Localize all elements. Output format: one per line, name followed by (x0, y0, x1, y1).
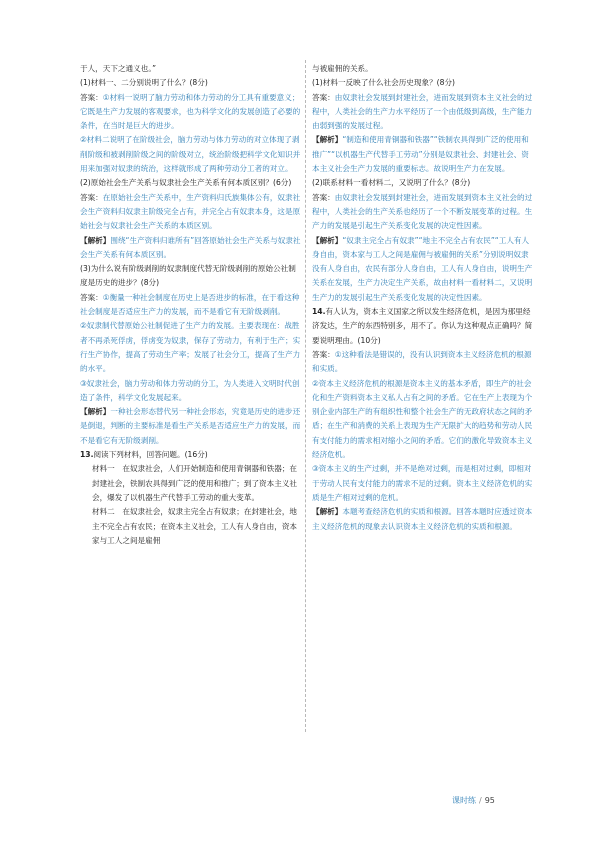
answer-text (312, 91, 534, 134)
answer-label: 答案： (312, 192, 335, 202)
answer-content: ③奴隶社会，脑力劳动和体力劳动的分工，为人类进入文明时代创造了条件，科学文化发展起来。 (80, 378, 300, 402)
answer-text (80, 191, 302, 234)
analysis-content: “制造和使用青铜器和铁器”“铁制农具得到广泛的使用和推广”“以机器生产代替手工劳动”分别是奴隶社会、封建社会、资本主义社会生产力发展的重要标志。故说明生产力在发展。 (312, 135, 529, 174)
footer-separator: / (479, 796, 482, 805)
answer-label: 答案： (312, 92, 335, 102)
answer-content: ②奴隶制代替原始公社制促进了生产力的发展。主要表现在：战胜者不再杀死俘虏，俘虏变为奴隶，保存了劳动力，有利于生产；实行生产协作，提高了劳动生产率；发展了社会分工，提高了生产力的水平。 (80, 321, 301, 374)
answer-content: ②材料二说明了在阶级社会，脑力劳动与体力劳动的对立体现了剥削阶级和被剥削阶级之间的阶级对立，统治阶级把科学文化知识并用来加强对奴隶的统治，这样就形成了两种劳动分工者的对立。 (80, 135, 301, 174)
question-heading (80, 448, 302, 462)
analysis-tag: 【解析】 (312, 507, 343, 517)
answer-label: 答案： (80, 92, 103, 102)
question-text-content: (2)联系材料一看材料二，又说明了什么？(8分) (312, 178, 471, 188)
analysis-content: 一种社会形态替代另一种社会形态，究竟是历史的进步还是倒退，判断的主要标准是看生产关系是否适应生产力的发展，而不是看它有无阶级剥削。 (80, 407, 301, 445)
question-text-content: 有人认为，资本主义国家之所以发生经济危机，是因为那里经济发达，生产的东西特别多，用不了。你认为这种观点正确吗？简要说明理由。(10分) (312, 307, 533, 345)
question-text (80, 76, 302, 90)
column-divider (305, 60, 306, 732)
question-text-content: (2)原始社会生产关系与奴隶社会生产关系有何本质区别？(6分) (80, 178, 292, 188)
question-text (80, 462, 302, 505)
question-text (80, 505, 302, 548)
question-text (80, 176, 302, 190)
analysis-text (312, 133, 534, 176)
answer-label: 答案： (80, 292, 103, 302)
analysis-content: 本题考查经济危机的实质和根源。回答本题时应透过资本主义经济危机的现象去认识资本主义经济危机的实质和根源。 (312, 507, 533, 531)
answer-text (80, 91, 302, 134)
right-column (312, 62, 534, 534)
analysis-text (80, 234, 302, 263)
answer-content: ②资本主义经济危机的根源是资本主义的基本矛盾，即生产的社会化和生产资料资本主义私人占有之间的矛盾。它在生产上表现为个别企业内部生产的有组织性和整个社会生产的无政府状态之间的矛盾；在生产和消费的关系上表现为生产无限扩大的趋势和劳动人民有支付能力的需求相对缩小之间的矛盾。它们的激化导致资本主义经济危机。 (312, 378, 533, 460)
question-text-content: 材料一 在奴隶社会，人们开始制造和使用青铜器和铁器；在封建社会，铁制农具得到广泛的使用和推广；到了资本主义社会，爆发了以机器生产代替手工劳动的重大变革。 (92, 464, 298, 502)
analysis-text (80, 405, 302, 448)
question-text (80, 62, 302, 76)
analysis-text (312, 234, 534, 305)
answer-content: 在原始社会生产关系中，生产资料归氏族集体公有，奴隶社会生产资料归奴隶主阶级完全占有，并完全占有奴隶本身，这是原始社会与奴隶社会生产关系的本质区别。 (80, 192, 301, 231)
analysis-content: “奴隶主完全占有奴隶”“地主不完全占有农民”“工人有人身自由，资本家与工人之间是雇佣与被雇佣的关系”分别说明奴隶没有人身自由，农民有部分人身自由，工人有人身自由，说明生产关系在发展，生产力决定生产关系，故由材料一看材料二，又说明生产力的发展引起生产关系变化发展的决定性因素。 (312, 235, 533, 302)
answer-label: 答案： (80, 192, 103, 202)
page-number: 95 (484, 796, 495, 805)
answer-text (312, 348, 534, 377)
question-text-content: 材料二 在奴隶社会，奴隶主完全占有奴隶；在封建社会，地主不完全占有农民；在资本主义社会，工人有人身自由，资本家与工人之间是雇佣 (92, 507, 298, 545)
answer-text (80, 377, 302, 406)
question-number: 13. (80, 450, 94, 460)
answer-content: ③资本主义的生产过剩，并不是绝对过剩，而是相对过剩，即相对于劳动人民有支付能力的需求不足的过剩。资本主义经济危机的实质是生产相对过剩的危机。 (312, 464, 533, 502)
question-text-content: 于人，天下之通义也。” (80, 64, 157, 73)
analysis-tag: 【解析】 (312, 135, 343, 145)
answer-text (312, 462, 534, 505)
answer-content: 由奴隶社会发展到封建社会，进而发展到资本主义社会的过程中，人类社会的生产力水平经历了一个由低级到高级，生产能力由弱到强的发展过程。 (312, 92, 533, 131)
question-heading (312, 305, 534, 348)
left-column (80, 62, 302, 548)
question-text-content: (3)为什么说有阶级剥削的奴隶制度代替无阶级剥削的原始公社制度是历史的进步？(8分) (80, 264, 296, 288)
answer-text (80, 319, 302, 376)
answer-text (80, 291, 302, 320)
question-text (312, 62, 534, 76)
answer-content: ①这种看法是错误的，没有认识到资本主义经济危机的根源和实质。 (312, 349, 532, 374)
analysis-tag: 【解析】 (80, 235, 111, 245)
analysis-content: 围绕“生产资料归谁所有”回答原始社会生产关系与奴隶社会生产关系有何本质区别。 (80, 235, 301, 259)
question-text (312, 76, 534, 90)
question-text-content: (1)材料一、二分别说明了什么？(8分) (80, 78, 208, 88)
answer-text (312, 377, 534, 463)
question-text-content: 与被雇佣的关系。 (312, 64, 373, 73)
footer-brand: 课时练 (452, 796, 476, 805)
question-text-content: (1)材料一反映了什么社会历史现象？(8分) (312, 78, 456, 88)
analysis-tag: 【解析】 (80, 407, 111, 417)
answer-text (312, 191, 534, 234)
answer-content: ①衡量一种社会制度在历史上是否进步的标准，在于看这种社会制度是否适应生产力的发展，而不是看它有无阶级剥削。 (80, 292, 300, 317)
answer-label: 答案： (312, 349, 335, 359)
page-footer (452, 795, 495, 806)
question-text (80, 262, 302, 291)
answer-content: ①材料一说明了脑力劳动和体力劳动的分工具有重要意义；它既是生产力发展的客观要求，也为科学文化的发展创造了必要的条件，在当时是巨大的进步。 (80, 92, 301, 131)
answer-content: 由奴隶社会发展到封建社会，进而发展到资本主义社会的过程中，人类社会的生产关系也经历了一个不断发展变革的过程。生产力的发展是引起生产关系变化发展的决定性因素。 (312, 192, 533, 231)
question-text (312, 176, 534, 190)
question-text-content: 阅读下列材料，回答问题。(16分) (93, 450, 208, 460)
answer-text (80, 133, 302, 176)
analysis-tag: 【解析】 (312, 235, 343, 245)
analysis-text (312, 505, 534, 534)
question-number: 14. (312, 307, 326, 317)
